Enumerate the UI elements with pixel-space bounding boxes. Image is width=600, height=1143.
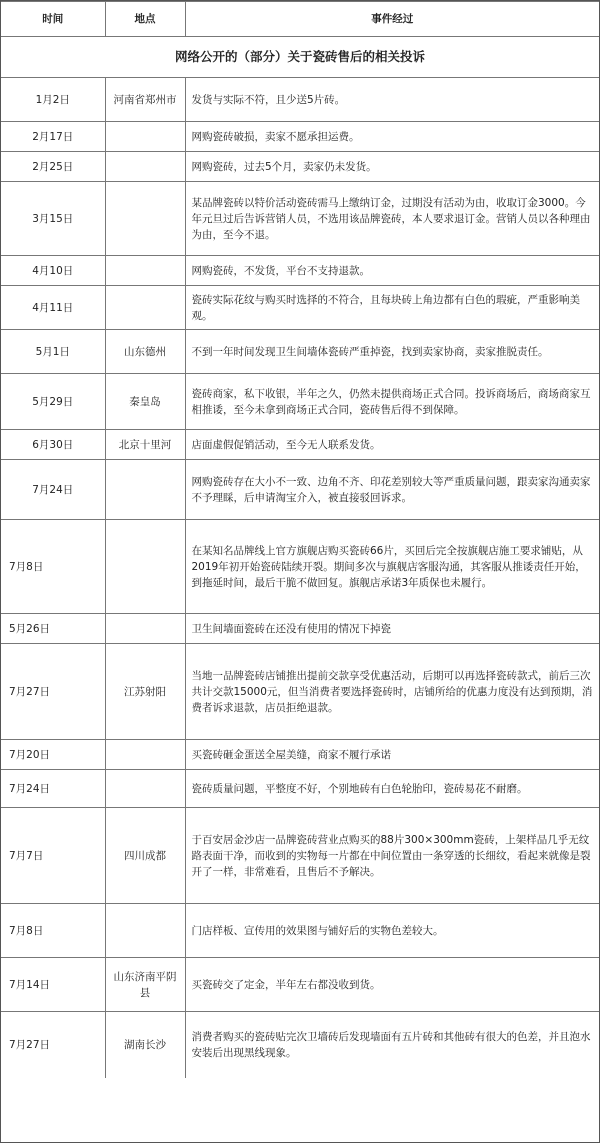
table-row [1, 958, 599, 1012]
header-time: 时间 [1, 2, 105, 37]
cell-event: 发货与实际不符，且少送5片砖。 [185, 78, 599, 122]
cell-event: 某品牌瓷砖以特价活动瓷砖需马上缴纳订金，过期没有活动为由，收取订金3000。今年元旦过后告诉营销人员，不选用该品牌瓷砖，本人要求退订金。营销人员以各种理由为由，至今不退。 [185, 182, 599, 256]
cell-event: 店面虚假促销活动，至今无人联系发货。 [185, 430, 599, 460]
table-row [1, 740, 599, 770]
header-place: 地点 [105, 2, 185, 37]
cell-time: 5月26日 [1, 614, 105, 644]
cell-place [105, 904, 185, 958]
table-row [1, 182, 599, 256]
cell-time: 4月11日 [1, 286, 105, 330]
table-row [1, 374, 599, 430]
table-row [1, 644, 599, 740]
table-title: 网络公开的（部分）关于瓷砖售后的相关投诉 [174, 49, 425, 64]
cell-place: 山东德州 [105, 330, 185, 374]
cell-time: 7月8日 [1, 520, 105, 614]
cell-place [105, 520, 185, 614]
cell-event: 网购瓷砖，过去5个月，卖家仍未发货。 [185, 152, 599, 182]
table-row [1, 256, 599, 286]
cell-place: 湖南长沙 [105, 1012, 185, 1078]
cell-time: 7月8日 [1, 904, 105, 958]
cell-place [105, 256, 185, 286]
cell-place [105, 286, 185, 330]
table-row [1, 520, 599, 614]
cell-event: 网购瓷砖破损，卖家不愿承担运费。 [185, 122, 599, 152]
cell-event: 当地一品牌瓷砖店铺推出提前交款享受优惠活动，后期可以再选择瓷砖款式，前后三次共计交款15000元，但当消费者要选择瓷砖时，店铺所给的优惠力度没有达到预期，消费者诉求退款，店员拒绝退款。 [185, 644, 599, 740]
cell-place: 江苏射阳 [105, 644, 185, 740]
cell-time: 6月30日 [1, 430, 105, 460]
table-row [1, 152, 599, 182]
table-row [1, 1012, 599, 1078]
cell-event: 卫生间墙面瓷砖在还没有使用的情况下掉瓷 [185, 614, 599, 644]
cell-event: 网购瓷砖，不发货，平台不支持退款。 [185, 256, 599, 286]
cell-time: 1月2日 [1, 78, 105, 122]
cell-place [105, 460, 185, 520]
cell-time: 7月24日 [1, 770, 105, 808]
cell-event: 在某知名品牌线上官方旗舰店购买瓷砖66片，买回后完全按旗舰店施工要求铺贴，从2019年初开始瓷砖陆续开裂。期间多次与旗舰店客服沟通，其客服从推诿责任开始，到拖延时间，最后干脆不做回复。旗舰店承诺3年质保也未履行。 [185, 520, 599, 614]
cell-event: 瓷砖实际花纹与购买时选择的不符合，且每块砖上角边都有白色的瑕疵，严重影响美观。 [185, 286, 599, 330]
cell-event: 不到一年时间发现卫生间墙体瓷砖严重掉瓷，找到卖家协商，卖家推脱责任。 [185, 330, 599, 374]
table-row [1, 286, 599, 330]
header-event: 事件经过 [185, 2, 599, 37]
cell-event: 消费者购买的瓷砖贴完次卫墙砖后发现墙面有五片砖和其他砖有很大的色差，并且泡水安装后出现黑线现象。 [185, 1012, 599, 1078]
cell-time: 7月27日 [1, 644, 105, 740]
cell-event: 买瓷砖交了定金，半年左右都没收到货。 [185, 958, 599, 1012]
cell-place: 山东济南平阴县 [105, 958, 185, 1012]
table-row [1, 330, 599, 374]
cell-event: 于百安居金沙店一品牌瓷砖营业点购买的88片300×300mm瓷砖，上架样品几乎无纹路表面干净，而收到的实物每一片都在中间位置由一条穿透的长细纹，看起来就像是裂开了一样，非常难看，且售后不予解决。 [185, 808, 599, 904]
cell-event: 瓷砖质量问题，平整度不好，个别地砖有白色轮胎印，瓷砖易花不耐磨。 [185, 770, 599, 808]
header-row [1, 2, 599, 37]
table-row [1, 460, 599, 520]
cell-time: 4月10日 [1, 256, 105, 286]
table-row [1, 808, 599, 904]
cell-event: 门店样板、宣传用的效果图与铺好后的实物色差较大。 [185, 904, 599, 958]
cell-time: 5月29日 [1, 374, 105, 430]
title-row [1, 37, 599, 78]
cell-place: 河南省郑州市 [105, 78, 185, 122]
cell-time: 2月25日 [1, 152, 105, 182]
table-row [1, 614, 599, 644]
table-row [1, 122, 599, 152]
table-row [1, 430, 599, 460]
cell-place [105, 152, 185, 182]
cell-time: 7月20日 [1, 740, 105, 770]
cell-place: 四川成都 [105, 808, 185, 904]
cell-place [105, 740, 185, 770]
cell-time: 2月17日 [1, 122, 105, 152]
cell-event: 瓷砖商家，私下收银，半年之久，仍然未提供商场正式合同。投诉商场后，商场商家互相推诿，至今未拿到商场正式合同，瓷砖售后得不到保障。 [185, 374, 599, 430]
cell-time: 3月15日 [1, 182, 105, 256]
cell-event: 网购瓷砖存在大小不一致、边角不齐、印花差别较大等严重质量问题，跟卖家沟通卖家不予理睬，后申请淘宝介入，被直接驳回诉求。 [185, 460, 599, 520]
cell-place: 北京十里河 [105, 430, 185, 460]
cell-time: 5月1日 [1, 330, 105, 374]
table-row [1, 904, 599, 958]
cell-event: 买瓷砖砸金蛋送全屋美缝，商家不履行承诺 [185, 740, 599, 770]
cell-time: 7月14日 [1, 958, 105, 1012]
table-row [1, 770, 599, 808]
cell-time: 7月7日 [1, 808, 105, 904]
table-row [1, 78, 599, 122]
complaint-table [1, 1, 599, 1078]
cell-time: 7月24日 [1, 460, 105, 520]
cell-place: 秦皇岛 [105, 374, 185, 430]
cell-place [105, 122, 185, 152]
cell-place [105, 614, 185, 644]
cell-place [105, 770, 185, 808]
cell-place [105, 182, 185, 256]
cell-time: 7月27日 [1, 1012, 105, 1078]
